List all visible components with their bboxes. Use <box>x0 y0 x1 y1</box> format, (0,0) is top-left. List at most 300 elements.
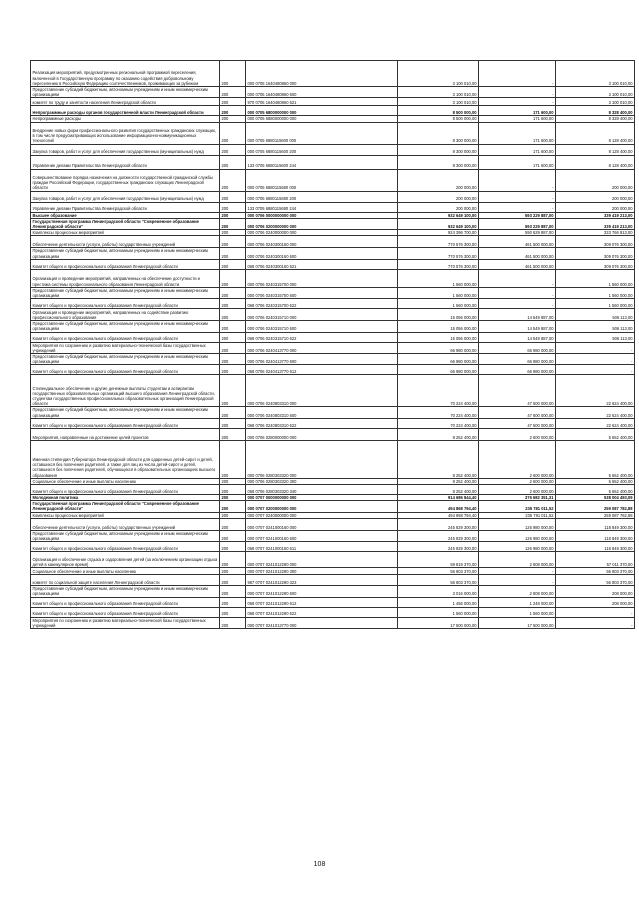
cell-code: 200 <box>220 512 246 518</box>
cell-name: Молодежная политика <box>31 495 220 501</box>
table-row <box>31 530 635 541</box>
cell-plan: 8 500 000,00 <box>398 116 479 122</box>
cell-name: Предоставление субсидий бюджетным, автономным учреждениям и иным некоммерческим организациям <box>31 287 220 298</box>
cell-rest: 506 113,00 <box>556 309 635 321</box>
cell-done: 171 600,00 <box>479 155 556 169</box>
cell-code: 200 <box>220 212 246 218</box>
cell-plan: 70 224 400,00 <box>398 418 479 428</box>
cell-code: 200 <box>220 259 246 269</box>
cell-code: 200 <box>220 418 246 428</box>
cell-rest: 8 128 400,00 <box>556 144 635 155</box>
cell-plan: 3 100 010,00 <box>398 87 479 98</box>
cell-plan: 66 980 000,00 <box>398 354 479 365</box>
cell-done: 126 980 000,00 <box>479 542 556 552</box>
cell-plan: 245 829 300,00 <box>398 518 479 530</box>
cell-kbk: 000 0706 0240315710 600 <box>246 321 398 332</box>
table-row <box>31 375 635 407</box>
cell-kbk: 000 0707 0241000160 600 <box>246 530 398 541</box>
cell-kbk: 000 0707 0241012290 300 <box>246 568 398 575</box>
table-row <box>31 299 635 309</box>
cell-name: Управление делами Правительства Ленинградской области <box>31 202 220 212</box>
table-row <box>31 586 635 597</box>
cell-code: 200 <box>220 269 246 287</box>
cell-done: 171 600,00 <box>479 106 556 116</box>
cell-done: 126 980 000,00 <box>479 530 556 541</box>
cell-plan: 200 000,00 <box>398 202 479 212</box>
cell-rest: 57 011 370,00 <box>556 552 635 568</box>
cell-plan: 8 252 400,00 <box>398 485 479 495</box>
cell-plan: 56 803 370,00 <box>398 568 479 575</box>
cell-rest: 3 100 010,00 <box>556 87 635 98</box>
cell-name: Комитет общего и профессионального образования Ленинградской области <box>31 299 220 309</box>
cell-rest: 309 076 300,00 <box>556 248 635 259</box>
cell-code: 200 <box>220 61 246 87</box>
cell-code: 200 <box>220 218 246 229</box>
cell-kbk: 000 0707 0241012290 600 <box>246 586 398 597</box>
table-row <box>31 269 635 287</box>
cell-done: 47 600 000,00 <box>479 407 556 418</box>
cell-rest: 506 113,00 <box>556 321 635 332</box>
cell-kbk: 000 0706 0280303320 300 <box>246 478 398 484</box>
cell-name: Государственная программа Ленинградской области "Современное образование Ленинградской области" <box>31 501 220 512</box>
cell-name: Непрограммные расходы <box>31 116 220 122</box>
cell-plan: 8 300 000,00 <box>398 155 479 169</box>
cell-kbk: 000 0705 6880000000 000 <box>246 116 398 122</box>
cell-kbk: 000 0706 0280303320 000 <box>246 440 398 478</box>
cell-done: 14 549 887,00 <box>479 332 556 342</box>
cell-done: - <box>479 191 556 202</box>
cell-kbk: 068 0706 0240413770 612 <box>246 365 398 375</box>
budget-report-sheet <box>30 60 633 629</box>
cell-kbk: 000 0706 0240413770 600 <box>246 354 398 365</box>
cell-rest: 22 624 400,00 <box>556 375 635 407</box>
cell-code: 200 <box>220 309 246 321</box>
cell-rest: 259 087 782,88 <box>556 501 635 512</box>
cell-name: Предоставление субсидий бюджетным, автономным учреждениям и иным некоммерческим организациям <box>31 87 220 98</box>
cell-code: 200 <box>220 530 246 541</box>
cell-code: 200 <box>220 122 246 144</box>
cell-done: 14 549 887,00 <box>479 309 556 321</box>
cell-kbk: 000 0705 6880115600 200 <box>246 144 398 155</box>
cell-rest: 8 328 400,00 <box>556 116 635 122</box>
cell-kbk: 000 0706 0200000000 000 <box>246 218 398 229</box>
cell-name: Организация и обеспечение отдыха и оздоровления детей (за исключением организации отдыха детей в каникулярное время) <box>31 552 220 568</box>
cell-code: 200 <box>220 236 246 248</box>
cell-plan: 17 500 000,00 <box>398 617 479 628</box>
cell-code: 200 <box>220 586 246 597</box>
cell-done: 17 500 000,00 <box>479 617 556 628</box>
table-row <box>31 440 635 478</box>
cell-kbk: 000 0706 0240803310 600 <box>246 407 398 418</box>
cell-plan: 59 819 370,00 <box>398 552 479 568</box>
cell-kbk: 068 0707 0241000160 611 <box>246 542 398 552</box>
cell-kbk: 970 0705 1640480860 621 <box>246 98 398 106</box>
cell-kbk: 000 0705 1640480860 600 <box>246 87 398 98</box>
cell-done: - <box>479 202 556 212</box>
cell-code: 200 <box>220 575 246 586</box>
cell-code: 200 <box>220 299 246 309</box>
cell-done: 14 549 887,00 <box>479 321 556 332</box>
cell-name: Комитет общего и профессионального образования Ленинградской области <box>31 485 220 495</box>
cell-done: 47 600 000,00 <box>479 418 556 428</box>
cell-code: 200 <box>220 87 246 98</box>
cell-plan: 245 829 300,00 <box>398 530 479 541</box>
cell-kbk: 068 0706 0240803310 622 <box>246 418 398 428</box>
cell-rest: 200 000,00 <box>556 169 635 191</box>
cell-done: - <box>479 61 556 87</box>
table-row <box>31 568 635 575</box>
cell-rest: 538 004 493,09 <box>556 495 635 501</box>
cell-plan: 200 000,00 <box>398 169 479 191</box>
table-row <box>31 309 635 321</box>
cell-plan: 15 056 000,00 <box>398 309 479 321</box>
cell-rest: 309 076 300,00 <box>556 259 635 269</box>
cell-plan: 932 649 100,00 <box>398 212 479 218</box>
cell-rest: 22 624 400,00 <box>556 407 635 418</box>
cell-plan: 8 300 000,00 <box>398 144 479 155</box>
cell-plan: 8 252 400,00 <box>398 478 479 484</box>
cell-kbk: 000 0706 0240803310 000 <box>246 375 398 407</box>
cell-plan: 8 252 400,00 <box>398 440 479 478</box>
cell-done: - <box>479 87 556 98</box>
cell-code: 200 <box>220 617 246 628</box>
cell-plan: 15 056 000,00 <box>398 332 479 342</box>
table-row <box>31 407 635 418</box>
table-row <box>31 87 635 98</box>
table-row <box>31 428 635 440</box>
cell-code: 200 <box>220 597 246 607</box>
cell-code: 200 <box>220 375 246 407</box>
cell-rest: 339 419 213,00 <box>556 212 635 218</box>
table-row <box>31 169 635 191</box>
table-row <box>31 542 635 552</box>
cell-rest: 8 328 400,00 <box>556 106 635 116</box>
cell-code: 200 <box>220 169 246 191</box>
cell-name: Комитет общего и профессионального образования Ленинградской области <box>31 542 220 552</box>
cell-name: Государственная программа Ленинградской области "Современное образование Ленинградской области" <box>31 218 220 229</box>
cell-name: Реализация мероприятий, предусмотренных региональной программой переселения, включенной в Государственную программу по оказанию содействия добровольному переселению в Российскую Федерацию соотечественников, проживающих за рубежом <box>31 61 220 87</box>
cell-plan: 3 100 010,00 <box>398 98 479 106</box>
table-row <box>31 501 635 512</box>
cell-plan: 56 803 370,00 <box>398 575 479 586</box>
cell-kbk: 068 0706 0280303320 340 <box>246 485 398 495</box>
table-row <box>31 236 635 248</box>
cell-plan: 3 100 010,00 <box>398 61 479 87</box>
table-row <box>31 202 635 212</box>
cell-plan: 494 868 794,40 <box>398 512 479 518</box>
cell-rest: 5 652 400,00 <box>556 440 635 478</box>
cell-kbk: 000 0706 0240300160 000 <box>246 236 398 248</box>
cell-plan: 1 456 000,00 <box>398 597 479 607</box>
table-row <box>31 552 635 568</box>
cell-code: 200 <box>220 518 246 530</box>
cell-name: Именная стипендия Губернатора Ленинградской области для одаренных детей-сирот и детей, оставшихся без попечения родителей, а также для лиц из числа детей-сирот и детей, оставшихся без попечения родителей, обучающихся в образовательных организациях высшего образования <box>31 440 220 478</box>
cell-name: Предоставление субсидий бюджетным, автономным учреждениям и иным некоммерческим организациям <box>31 530 220 541</box>
cell-code: 200 <box>220 230 246 236</box>
cell-done: 1 248 000,00 <box>479 597 556 607</box>
table-row <box>31 248 635 259</box>
table-row <box>31 144 635 155</box>
cell-name: Обеспечение деятельности (услуги, работы) государственных учреждений <box>31 518 220 530</box>
cell-name: Непрограммные расходы органов государственной власти Ленинградской области <box>31 106 220 116</box>
page-number: 108 <box>313 861 326 868</box>
cell-name: Комитет общего и профессионального образования Ленинградской области <box>31 365 220 375</box>
table-row <box>31 342 635 353</box>
cell-name: Комитет общего и профессионального образования Ленинградской области <box>31 259 220 269</box>
cell-done: 47 600 000,00 <box>479 375 556 407</box>
cell-plan: 932 649 100,00 <box>398 218 479 229</box>
cell-code: 200 <box>220 607 246 617</box>
cell-plan: 66 980 000,00 <box>398 342 479 353</box>
cell-plan: 1 560 000,00 <box>398 269 479 287</box>
cell-kbk: 000 0707 0241013770 000 <box>246 617 398 628</box>
cell-plan: 8 300 000,00 <box>398 122 479 144</box>
cell-kbk: 000 0707 0241012290 000 <box>246 552 398 568</box>
cell-plan: 494 868 794,40 <box>398 501 479 512</box>
cell-plan: 15 056 000,00 <box>398 321 479 332</box>
cell-done: 126 980 000,00 <box>479 518 556 530</box>
cell-kbk: 000 0706 0240315700 000 <box>246 269 398 287</box>
cell-plan: 770 576 300,00 <box>398 248 479 259</box>
cell-kbk: 068 0707 0241012290 612 <box>246 597 398 607</box>
cell-code: 200 <box>220 485 246 495</box>
cell-kbk: 000 0705 1640480860 000 <box>246 61 398 87</box>
cell-rest: 1 560 000,00 <box>556 299 635 309</box>
cell-name: Мероприятия, направленные на достижение целей проектов <box>31 428 220 440</box>
table-row <box>31 365 635 375</box>
cell-name: комитет по социальной защите населения Ленинградской области <box>31 575 220 586</box>
cell-done: 171 600,00 <box>479 144 556 155</box>
cell-rest: - <box>556 607 635 617</box>
cell-name: Комитет общего и профессионального образования Ленинградской области <box>31 418 220 428</box>
cell-kbk: 068 0706 0240315710 622 <box>246 332 398 342</box>
cell-name: Предоставление субсидий бюджетным, автономным учреждениям и иным некоммерческим организациям <box>31 248 220 259</box>
cell-name: Комитет общего и профессионального образования Ленинградской области <box>31 332 220 342</box>
cell-plan: 770 576 300,00 <box>398 236 479 248</box>
table-row <box>31 287 635 298</box>
cell-name: Организация и проведение мероприятий, направленных на содействие развитию профессионального образования <box>31 309 220 321</box>
table-row <box>31 332 635 342</box>
cell-code: 200 <box>220 248 246 259</box>
cell-kbk: 133 0705 6880115600 244 <box>246 155 398 169</box>
cell-rest: - <box>556 354 635 365</box>
cell-name: Комитет общего и профессионального образования Ленинградской области <box>31 607 220 617</box>
cell-plan: 200 000,00 <box>398 191 479 202</box>
cell-plan: 1 560 000,00 <box>398 299 479 309</box>
cell-kbk: 000 0706 0240315700 600 <box>246 287 398 298</box>
cell-code: 200 <box>220 144 246 155</box>
cell-kbk: 068 0706 0240315700 622 <box>246 299 398 309</box>
cell-plan: 245 829 300,00 <box>398 542 479 552</box>
cell-plan: 924 396 700,00 <box>398 230 479 236</box>
cell-done: 1 560 000,00 <box>479 607 556 617</box>
cell-code: 200 <box>220 202 246 212</box>
cell-plan: 66 980 000,00 <box>398 365 479 375</box>
table-row <box>31 218 635 229</box>
cell-code: 200 <box>220 332 246 342</box>
cell-rest: - <box>556 617 635 628</box>
cell-name: Комитет общего и профессионального образования Ленинградской области <box>31 597 220 607</box>
cell-name: Предоставление субсидий бюджетным, автономным учреждениям и иным некоммерческим организациям <box>31 321 220 332</box>
cell-rest: 3 100 010,00 <box>556 98 635 106</box>
cell-rest: 339 419 213,00 <box>556 218 635 229</box>
cell-plan: 8 500 000,00 <box>398 106 479 116</box>
cell-done: 461 500 000,00 <box>479 259 556 269</box>
cell-rest: 8 128 400,00 <box>556 122 635 144</box>
cell-name: Стипендиальное обеспечение и другие денежные выплаты студентам и аспирантам государственных образовательных организаций высшего образования Ленинградской области, студентам государственных профессиональных образовательных организаций Ленинградской области <box>31 375 220 407</box>
table-row <box>31 418 635 428</box>
cell-name: комитет по труду и занятости населения Ленинградской области <box>31 98 220 106</box>
table-row <box>31 518 635 530</box>
cell-done: 235 781 011,52 <box>479 501 556 512</box>
cell-rest: 22 624 400,00 <box>556 418 635 428</box>
cell-done: - <box>479 568 556 575</box>
table-row <box>31 191 635 202</box>
cell-code: 200 <box>220 501 246 512</box>
cell-done: 461 500 000,00 <box>479 248 556 259</box>
cell-code: 200 <box>220 365 246 375</box>
cell-name: Совершенствование порядка назначения на должности государственной гражданской службы граждан Российской Федерации, государственных гражданских служащих Ленинградской области <box>31 169 220 191</box>
cell-kbk: 000 0705 6800000000 000 <box>246 106 398 116</box>
cell-kbk: 000 0705 6880115680 000 <box>246 169 398 191</box>
cell-code: 200 <box>220 191 246 202</box>
cell-done: - <box>479 98 556 106</box>
cell-name: Мероприятия по сохранению и развитию материально-технической базы государственных учреждений <box>31 617 220 628</box>
table-row <box>31 122 635 144</box>
cell-plan: 770 576 300,00 <box>398 259 479 269</box>
cell-kbk: 000 0707 0200000000 000 <box>246 501 398 512</box>
cell-done: 2 600 000,00 <box>479 485 556 495</box>
cell-name: Комплексы процессных мероприятий <box>31 512 220 518</box>
cell-kbk: 000 0707 0000000000 000 <box>246 495 398 501</box>
cell-kbk: 068 0706 0240300160 621 <box>246 259 398 269</box>
cell-rest: 259 087 782,88 <box>556 512 635 518</box>
cell-rest: - <box>556 365 635 375</box>
table-row <box>31 485 635 495</box>
cell-rest: 56 803 370,00 <box>556 568 635 575</box>
cell-done: 376 682 351,31 <box>479 495 556 501</box>
cell-name: Предоставление субсидий бюджетным, автономным учреждениям и иным некоммерческим организациям <box>31 354 220 365</box>
cell-rest: 118 849 300,00 <box>556 542 635 552</box>
cell-name: Закупка товаров, работ и услуг для обеспечения государственных (муниципальных) нужд <box>31 144 220 155</box>
cell-done: 66 980 000,00 <box>479 365 556 375</box>
cell-name: Внедрение новых форм профессионального развития государственных гражданских служащих, в том числе предусматривающих использование информационно-коммуникационных технологий <box>31 122 220 144</box>
cell-plan: 914 686 844,40 <box>398 495 479 501</box>
cell-rest: 309 076 300,00 <box>556 236 635 248</box>
cell-code: 200 <box>220 354 246 365</box>
cell-code: 200 <box>220 321 246 332</box>
cell-plan: 70 224 400,00 <box>398 375 479 407</box>
cell-done: - <box>479 299 556 309</box>
table-row <box>31 597 635 607</box>
cell-name: Предоставление субсидий бюджетным, автономным учреждениям и иным некоммерческим организациям <box>31 407 220 418</box>
cell-name: Закупка товаров, работ и услуг для обеспечения государственных (муниципальных) нужд <box>31 191 220 202</box>
cell-done: 461 500 000,00 <box>479 236 556 248</box>
cell-done: 66 980 000,00 <box>479 354 556 365</box>
cell-name: Высшее образование <box>31 212 220 218</box>
cell-kbk: 000 0706 0240413770 000 <box>246 342 398 353</box>
cell-done: - <box>479 287 556 298</box>
cell-done: 171 600,00 <box>479 116 556 122</box>
cell-rest: 8 128 400,00 <box>556 155 635 169</box>
cell-rest: 333 766 813,00 <box>556 230 635 236</box>
cell-rest: 118 849 300,00 <box>556 530 635 541</box>
cell-kbk: 000 0707 0240000000 000 <box>246 512 398 518</box>
cell-rest: 200 000,00 <box>556 191 635 202</box>
cell-rest: - <box>556 342 635 353</box>
cell-code: 200 <box>220 287 246 298</box>
cell-done: 590 629 887,00 <box>479 230 556 236</box>
cell-rest: 1 560 000,00 <box>556 269 635 287</box>
cell-done: - <box>479 169 556 191</box>
cell-done: 66 980 000,00 <box>479 342 556 353</box>
cell-plan: 1 560 000,00 <box>398 287 479 298</box>
cell-rest: 506 113,00 <box>556 332 635 342</box>
cell-code: 200 <box>220 155 246 169</box>
cell-name: Комплексы процессных мероприятий <box>31 230 220 236</box>
cell-rest: 200 000,00 <box>556 202 635 212</box>
cell-done: - <box>479 269 556 287</box>
table-row <box>31 354 635 365</box>
cell-name: Организация и проведение мероприятий, направленных на обеспечение доступности и престижа системы профессионального образования Ленинградской области <box>31 269 220 287</box>
cell-done: 2 600 000,00 <box>479 428 556 440</box>
cell-done: 2 600 000,00 <box>479 440 556 478</box>
cell-kbk: 000 0707 0241000160 000 <box>246 518 398 530</box>
cell-plan: 8 252 400,00 <box>398 428 479 440</box>
cell-done: 235 781 011,52 <box>479 512 556 518</box>
cell-rest: 5 652 400,00 <box>556 478 635 484</box>
table-row <box>31 607 635 617</box>
cell-code: 200 <box>220 407 246 418</box>
cell-kbk: 133 0705 6880115680 244 <box>246 202 398 212</box>
cell-kbk: 000 0706 0240000000 000 <box>246 230 398 236</box>
cell-code: 200 <box>220 495 246 501</box>
cell-code: 200 <box>220 542 246 552</box>
cell-name: Социальное обеспечение и иные выплаты населению <box>31 478 220 484</box>
cell-done: 2 600 000,00 <box>479 478 556 484</box>
table-row <box>31 106 635 116</box>
cell-code: 200 <box>220 98 246 106</box>
table-row <box>31 61 635 87</box>
cell-kbk: 000 0705 6880115600 000 <box>246 122 398 144</box>
cell-done: 593 229 887,00 <box>479 212 556 218</box>
cell-name: Социальное обеспечение и иные выплаты населению <box>31 568 220 575</box>
table-row <box>31 575 635 586</box>
cell-rest: 5 652 400,00 <box>556 485 635 495</box>
cell-done: 593 229 887,00 <box>479 218 556 229</box>
cell-kbk: 000 0706 0240300160 600 <box>246 248 398 259</box>
cell-plan: 70 224 400,00 <box>398 407 479 418</box>
cell-name: Обеспечение деятельности (услуги, работы) государственных учреждений <box>31 236 220 248</box>
cell-code: 200 <box>220 568 246 575</box>
cell-name: Предоставление субсидий бюджетным, автономным учреждениям и иным некоммерческим организациям <box>31 586 220 597</box>
cell-done: 171 600,00 <box>479 122 556 144</box>
cell-kbk: 987 0707 0241012290 323 <box>246 575 398 586</box>
cell-rest: 5 652 400,00 <box>556 428 635 440</box>
cell-rest: 56 803 370,00 <box>556 575 635 586</box>
cell-kbk: 068 0707 0241012290 622 <box>246 607 398 617</box>
cell-plan: 1 560 000,00 <box>398 607 479 617</box>
table-row <box>31 155 635 169</box>
cell-code: 200 <box>220 428 246 440</box>
cell-kbk: 000 0706 0240315710 000 <box>246 309 398 321</box>
cell-done: 2 808 000,00 <box>479 586 556 597</box>
cell-code: 200 <box>220 116 246 122</box>
table-row <box>31 259 635 269</box>
budget-execution-table <box>30 60 635 629</box>
cell-code: 200 <box>220 478 246 484</box>
cell-rest: 118 849 300,00 <box>556 518 635 530</box>
